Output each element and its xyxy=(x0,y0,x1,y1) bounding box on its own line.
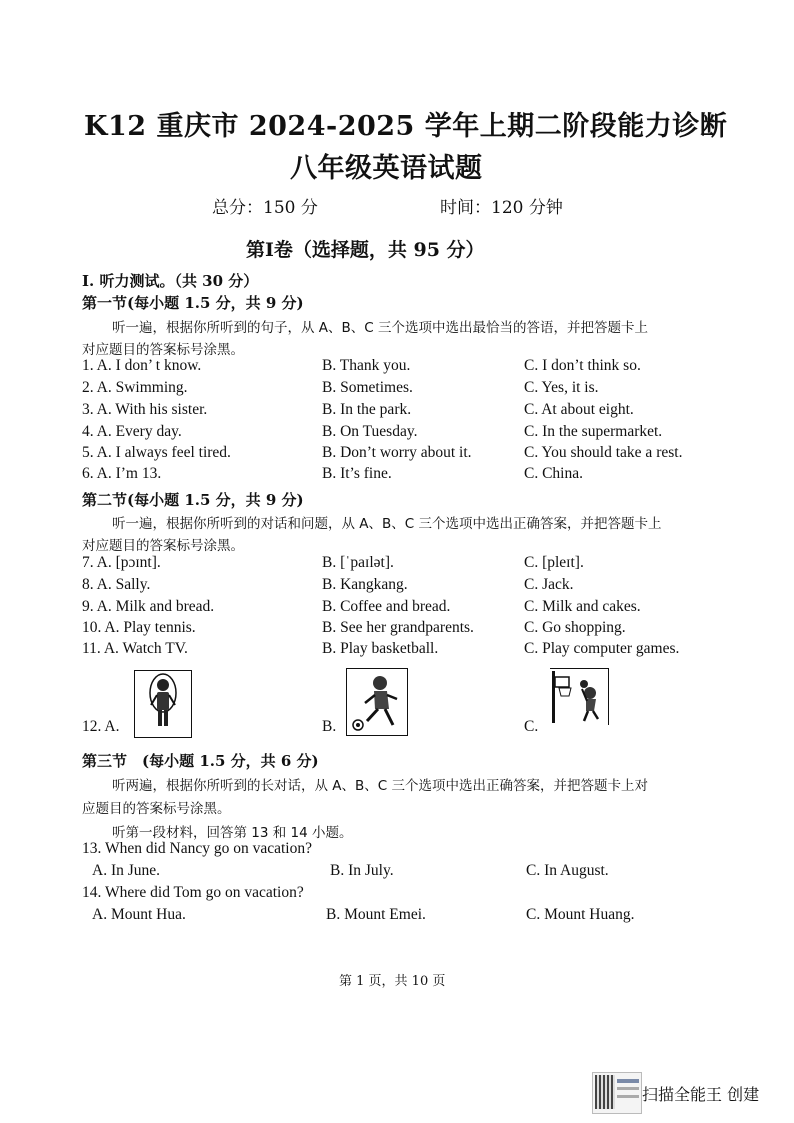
q11-option-c: C. Play computer games. xyxy=(524,640,680,657)
section2-title: 第二节(每小题 1.5 分，共 9 分) xyxy=(82,491,304,509)
q12-option-b: B. xyxy=(322,718,337,735)
q4-option-b: B. On Tuesday. xyxy=(322,423,418,440)
q8-option-b: B. Kangkang. xyxy=(322,576,408,593)
q5-option-b: B. Don’t worry about it. xyxy=(322,444,472,461)
jump-rope-picture xyxy=(134,670,192,738)
q8-option-c: C. Jack. xyxy=(524,576,574,593)
section3-title: 第三节 (每小题 1.5 分，共 6 分) xyxy=(82,752,319,770)
q10-option-a: 10. A. Play tennis. xyxy=(82,619,196,636)
q3-option-c: C. At about eight. xyxy=(524,401,634,418)
q5-option-c: C. You should take a rest. xyxy=(524,444,683,461)
page-number: 第 1 页，共 10 页 xyxy=(339,974,446,989)
exam-title-line1: K12 重庆市 2024-2025 学年上期二阶段能力诊断 xyxy=(84,111,728,142)
soccer-player-icon xyxy=(347,669,407,735)
jump-rope-icon xyxy=(135,671,191,737)
scanner-logo-icon xyxy=(592,1072,642,1114)
q9-option-c: C. Milk and cakes. xyxy=(524,598,641,615)
q6-option-a: 6. A. I’m 13. xyxy=(82,465,162,482)
q10-option-c: C. Go shopping. xyxy=(524,619,626,636)
q14-option-a: A. Mount Hua. xyxy=(92,906,186,923)
part-title: 第Ⅰ卷（选择题，共 95 分） xyxy=(246,239,485,261)
q7-option-b: B. [ˈpaɪlət]. xyxy=(322,554,394,571)
q14-option-c: C. Mount Huang. xyxy=(526,906,635,923)
basketball-player-icon xyxy=(550,669,608,725)
q9-option-b: B. Coffee and bread. xyxy=(322,598,451,615)
q11-option-b: B. Play basketball. xyxy=(322,640,439,657)
q9-option-a: 9. A. Milk and bread. xyxy=(82,598,215,615)
q13-option-a: A. In June. xyxy=(92,862,161,879)
q12-option-c: C. xyxy=(524,718,539,735)
scanner-watermark: 扫描全能王 创建 xyxy=(642,1085,760,1104)
section1-instruction-cont: 对应题目的答案标号涂黑。 xyxy=(82,342,244,358)
q8-option-a: 8. A. Sally. xyxy=(82,576,151,593)
exam-title-line2: 八年级英语试题 xyxy=(290,153,483,184)
q13-stem: 13. When did Nancy go on vacation? xyxy=(82,840,312,857)
q2-option-b: B. Sometimes. xyxy=(322,379,413,396)
q6-option-b: B. It’s fine. xyxy=(322,465,392,482)
section3-instruction: 听两遍，根据你所听到的长对话，从 A、B、C 三个选项中选出正确答案，并把答题卡上对 xyxy=(112,778,649,794)
q14-option-b: B. Mount Emei. xyxy=(326,906,426,923)
q1-option-b: B. Thank you. xyxy=(322,357,411,374)
section2-instruction-cont: 对应题目的答案标号涂黑。 xyxy=(82,538,244,554)
listening-title: I. 听力测试。（共 30 分） xyxy=(82,272,259,290)
soccer-picture xyxy=(346,668,408,736)
q2-option-a: 2. A. Swimming. xyxy=(82,379,188,396)
total-score: 总分：150 分 xyxy=(212,198,318,218)
q10-option-b: B. See her grandparents. xyxy=(322,619,474,636)
exam-time: 时间：120 分钟 xyxy=(440,198,563,218)
section2-instruction: 听一遍，根据你所听到的对话和问题，从 A、B、C 三个选项中选出正确答案，并把答题卡上 xyxy=(112,516,662,532)
q12-option-a: 12. A. xyxy=(82,718,120,735)
q3-option-b: B. In the park. xyxy=(322,401,412,418)
q13-option-b: B. In July. xyxy=(330,862,394,879)
q4-option-c: C. In the supermarket. xyxy=(524,423,663,440)
q6-option-c: C. China. xyxy=(524,465,583,482)
q1-option-c: C. I don’t think so. xyxy=(524,357,641,374)
section1-instruction: 听一遍，根据你所听到的句子，从 A、B、C 三个选项中选出最恰当的答语，并把答题卡上 xyxy=(112,320,649,336)
q7-option-c: C. [pleɪt]. xyxy=(524,554,584,571)
q2-option-c: C. Yes, it is. xyxy=(524,379,599,396)
q3-option-a: 3. A. With his sister. xyxy=(82,401,208,418)
section3-instruction-cont: 应题目的答案标号涂黑。 xyxy=(82,801,231,817)
q14-stem: 14. Where did Tom go on vacation? xyxy=(82,884,304,901)
material-note: 听第一段材料，回答第 13 和 14 小题。 xyxy=(112,825,353,841)
q13-option-c: C. In August. xyxy=(526,862,609,879)
q5-option-a: 5. A. I always feel tired. xyxy=(82,444,231,461)
basketball-picture xyxy=(550,668,609,725)
section1-title: 第一节(每小题 1.5 分，共 9 分) xyxy=(82,294,304,312)
q11-option-a: 11. A. Watch TV. xyxy=(82,640,188,657)
q1-option-a: 1. A. I don’ t know. xyxy=(82,357,202,374)
q4-option-a: 4. A. Every day. xyxy=(82,423,182,440)
q7-option-a: 7. A. [pɔɪnt]. xyxy=(82,554,161,571)
